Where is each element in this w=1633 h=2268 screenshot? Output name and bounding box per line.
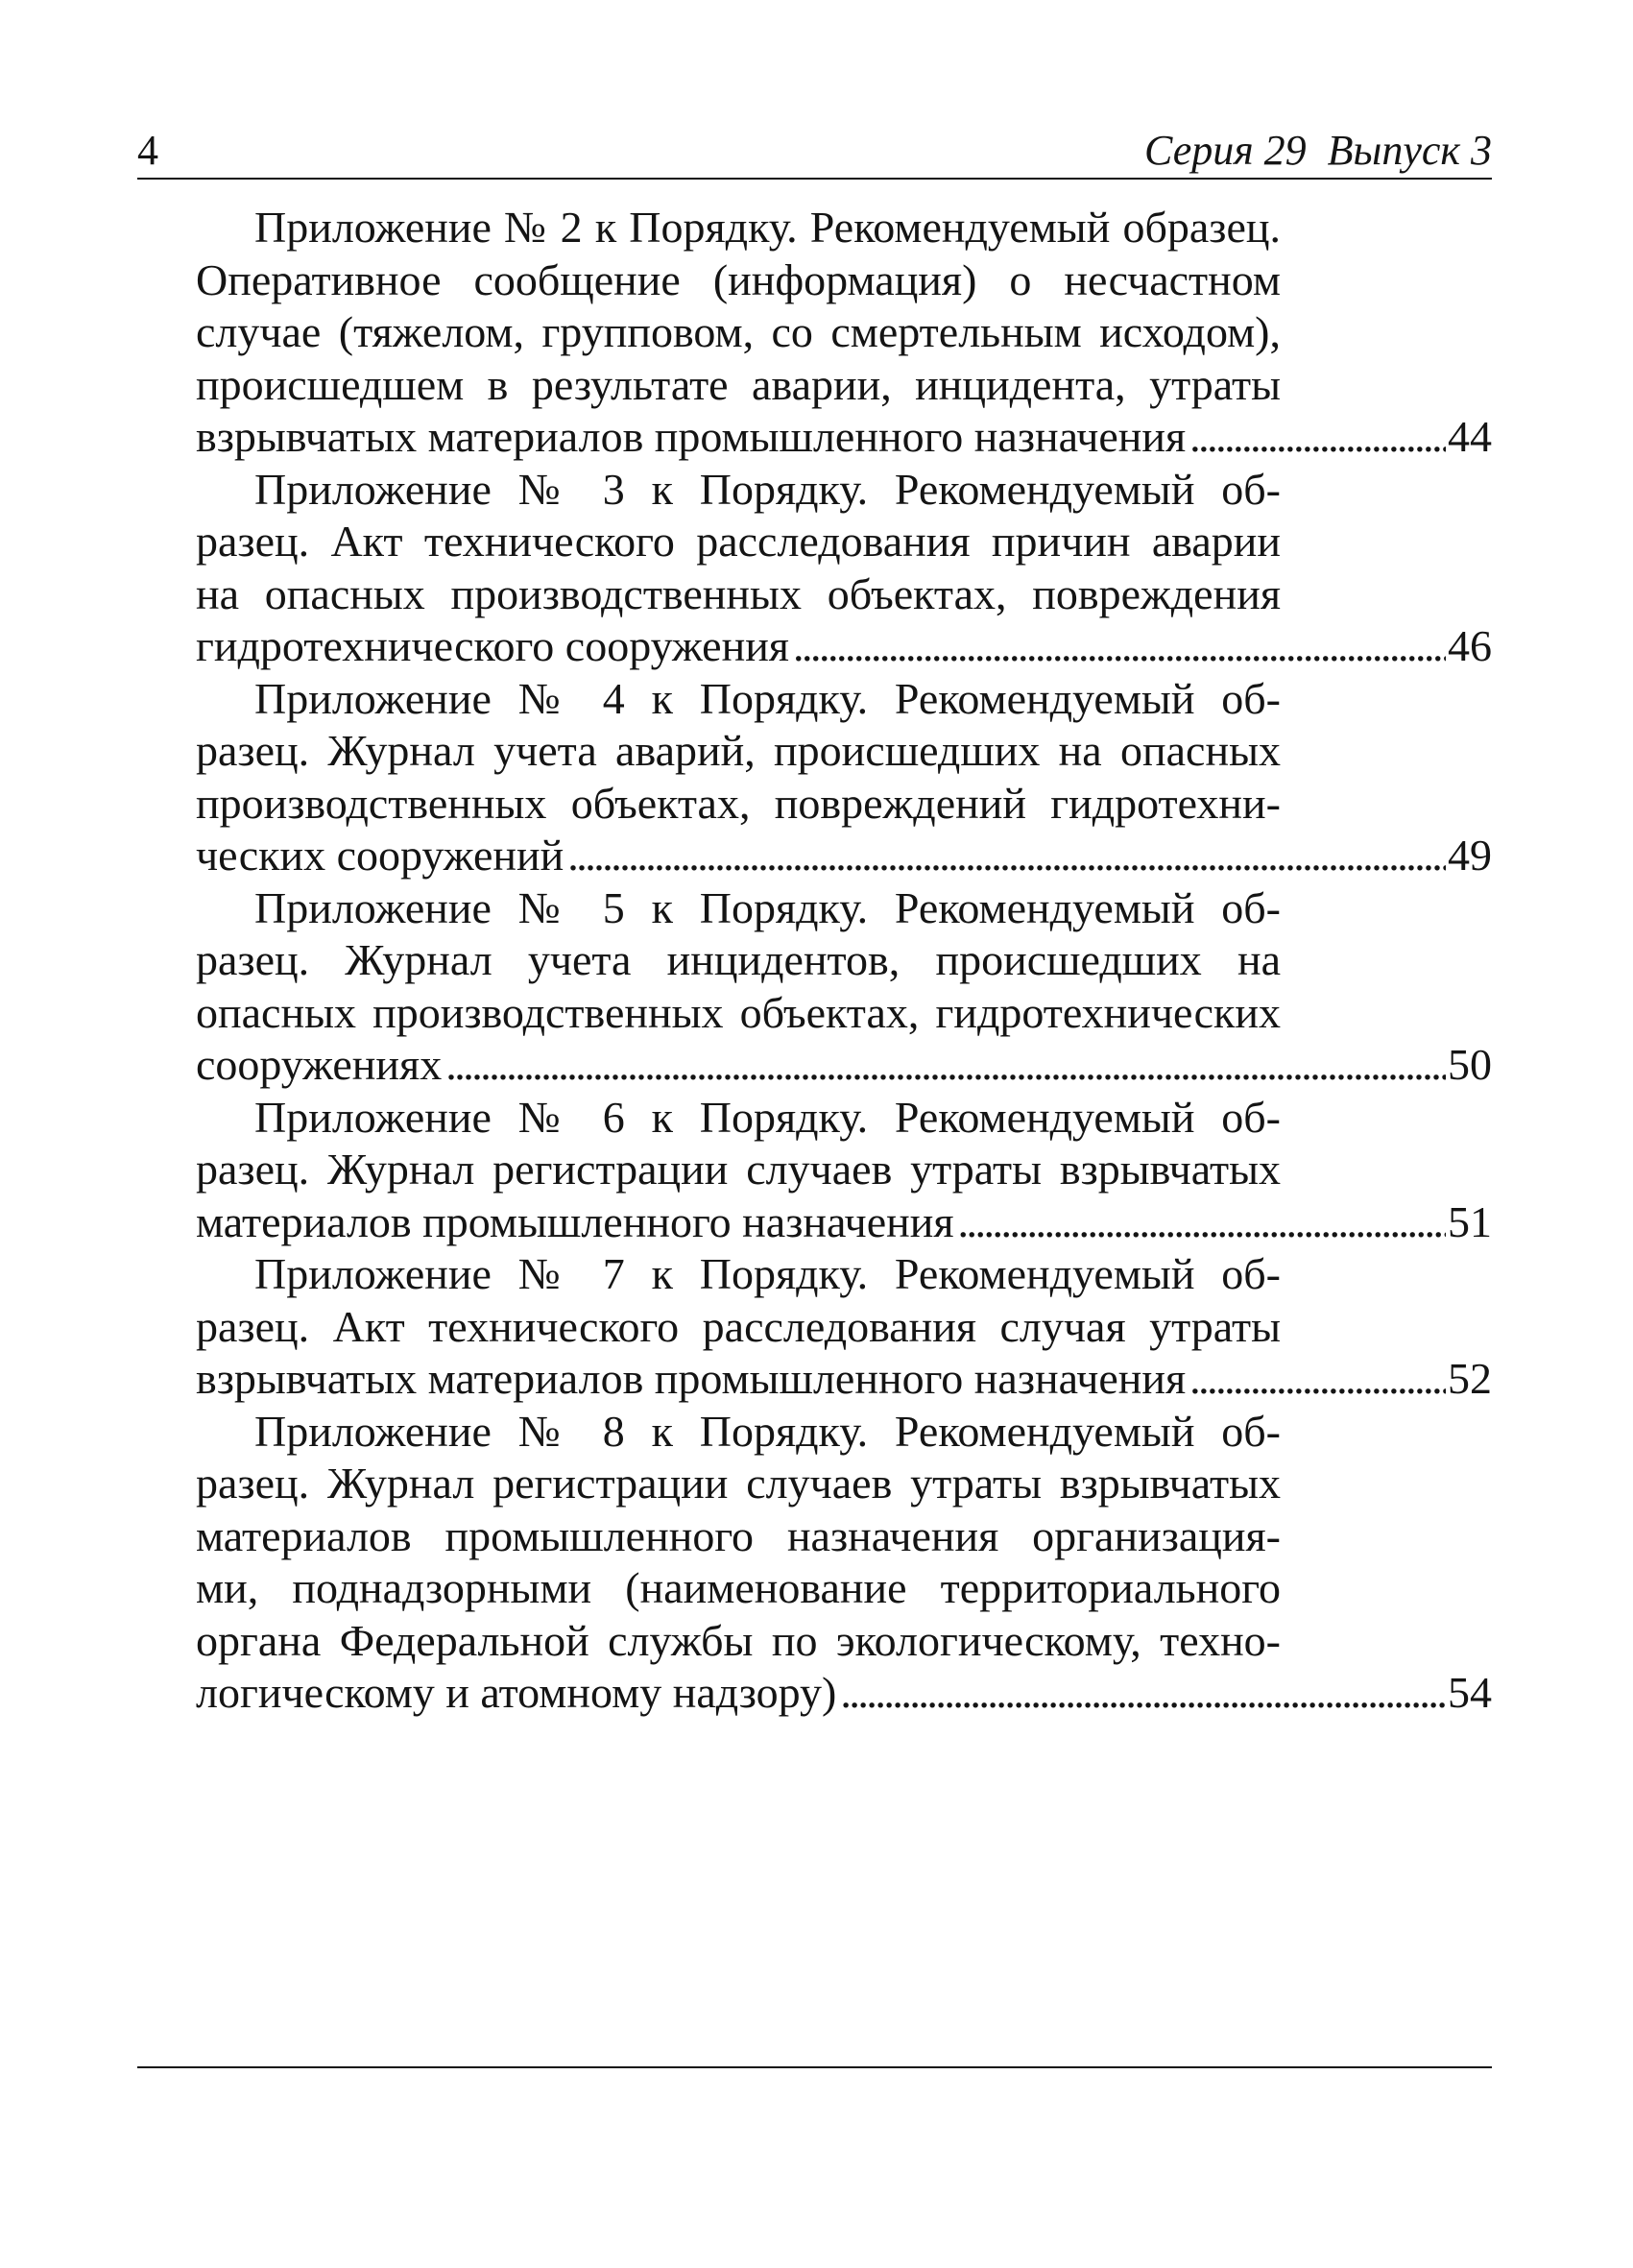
toc-entry-title-line: разец. Журнал учета аварий, происшедших на опасных (196, 726, 1281, 775)
toc-entry-title-line: гидротехнического сооружения (196, 621, 789, 670)
toc-entry-title-line: разец. Журнал регистрации случаев утраты взрывчатых (196, 1459, 1281, 1508)
toc-entry-title-line: материалов промышленного назначения организация- (196, 1510, 1281, 1560)
toc-page-number: 50 (1448, 1040, 1492, 1089)
dot-leader (445, 1039, 1446, 1092)
toc-page-number: 49 (1448, 831, 1492, 880)
running-head: Серия 29 Выпуск 3 (1144, 127, 1492, 174)
toc-entry-last-line (196, 1196, 1492, 1249)
toc-entry-last-line (196, 411, 1492, 464)
toc-entry-title (196, 464, 1492, 621)
toc-entry-title-line: сооружениях (196, 1040, 443, 1089)
dot-leader (1189, 1353, 1446, 1406)
toc-entry (196, 1406, 1492, 1720)
toc-entry-title-line: случае (тяжелом, групповом, со смертельным исходом), (196, 307, 1281, 356)
toc-entry-title-line: производственных объектах, повреждений гидротехни- (196, 778, 1281, 828)
toc-entry (196, 464, 1492, 673)
dot-leader (840, 1667, 1446, 1720)
toc-entry (196, 202, 1492, 464)
dot-leader (567, 830, 1446, 882)
toc-page-number: 52 (1448, 1354, 1492, 1403)
toc-entry-title-line: Приложение № 2 к Порядку. Рекомендуемый образец. (254, 203, 1281, 252)
toc-entry-last-line (196, 1039, 1492, 1092)
dot-leader (793, 620, 1446, 673)
toc-entry-title (196, 673, 1492, 831)
toc-entry-title-line: разец. Акт технического расследования причин аварии (196, 517, 1281, 566)
toc-entry-title (196, 1248, 1492, 1353)
toc-entry-title-line: на опасных производственных объектах, повреждения (196, 568, 1281, 618)
toc-entry-title-line: органа Федеральной службы по экологическому, техно- (196, 1615, 1281, 1665)
toc-entry-title-line: ми, поднадзорными (наименование территориального (196, 1563, 1281, 1612)
toc-entry-title-line: взрывчатых материалов промышленного назначения (196, 1354, 1187, 1403)
toc-entry-title (196, 1406, 1492, 1668)
table-of-contents (196, 202, 1492, 1720)
toc-entry-title-line: Приложение № 7 к Порядку. Рекомендуемый об- (254, 1249, 1281, 1298)
dot-leader (958, 1196, 1446, 1249)
toc-entry-title-line: Приложение № 5 к Порядку. Рекомендуемый об- (254, 882, 1281, 932)
toc-entry-title-line: разец. Журнал регистрации случаев утраты взрывчатых (196, 1145, 1281, 1194)
toc-page-number: 51 (1448, 1196, 1492, 1246)
toc-entry-title (196, 202, 1492, 411)
toc-entry-title-line: Приложение № 8 к Порядку. Рекомендуемый об- (254, 1406, 1281, 1456)
toc-entry-last-line (196, 1667, 1492, 1720)
footer-rule (137, 2066, 1492, 2068)
toc-entry-title (196, 882, 1492, 1040)
toc-entry (196, 1248, 1492, 1406)
toc-entry-title-line: разец. Акт технического расследования случая утраты (196, 1301, 1281, 1351)
toc-entry-title-line: логическому и атомному надзору) (196, 1668, 837, 1717)
toc-entry-title-line: Приложение № 3 к Порядку. Рекомендуемый об- (254, 464, 1281, 514)
toc-entry-title-line: Приложение № 4 к Порядку. Рекомендуемый об- (254, 673, 1281, 723)
toc-entry-title-line: Оперативное сообщение (информация) о несчастном (196, 254, 1281, 304)
toc-page-number: 54 (1448, 1668, 1492, 1717)
toc-entry (196, 1092, 1492, 1249)
page-number: 4 (137, 127, 158, 174)
dot-leader (1189, 411, 1446, 464)
toc-entry (196, 882, 1492, 1092)
toc-entry-title-line: происшедшем в результате аварии, инцидента, утраты (196, 359, 1281, 409)
toc-entry-last-line (196, 620, 1492, 673)
toc-entry-last-line (196, 1353, 1492, 1406)
toc-entry-title-line: разец. Журнал учета инцидентов, происшедших на (196, 935, 1281, 984)
toc-entry-title-line: ческих сооружений (196, 831, 564, 880)
toc-entry-title-line: взрывчатых материалов промышленного назначения (196, 412, 1187, 461)
toc-page-number: 44 (1448, 412, 1492, 461)
toc-entry-title-line: опасных производственных объектах, гидротехнических (196, 987, 1281, 1037)
toc-entry-title (196, 1092, 1492, 1196)
toc-entry-title-line: Приложение № 6 к Порядку. Рекомендуемый об- (254, 1092, 1281, 1142)
toc-page-number: 46 (1448, 621, 1492, 670)
toc-entry-title-line: материалов промышленного назначения (196, 1196, 954, 1246)
header-rule (137, 178, 1492, 180)
toc-entry-last-line (196, 830, 1492, 882)
toc-entry (196, 673, 1492, 882)
